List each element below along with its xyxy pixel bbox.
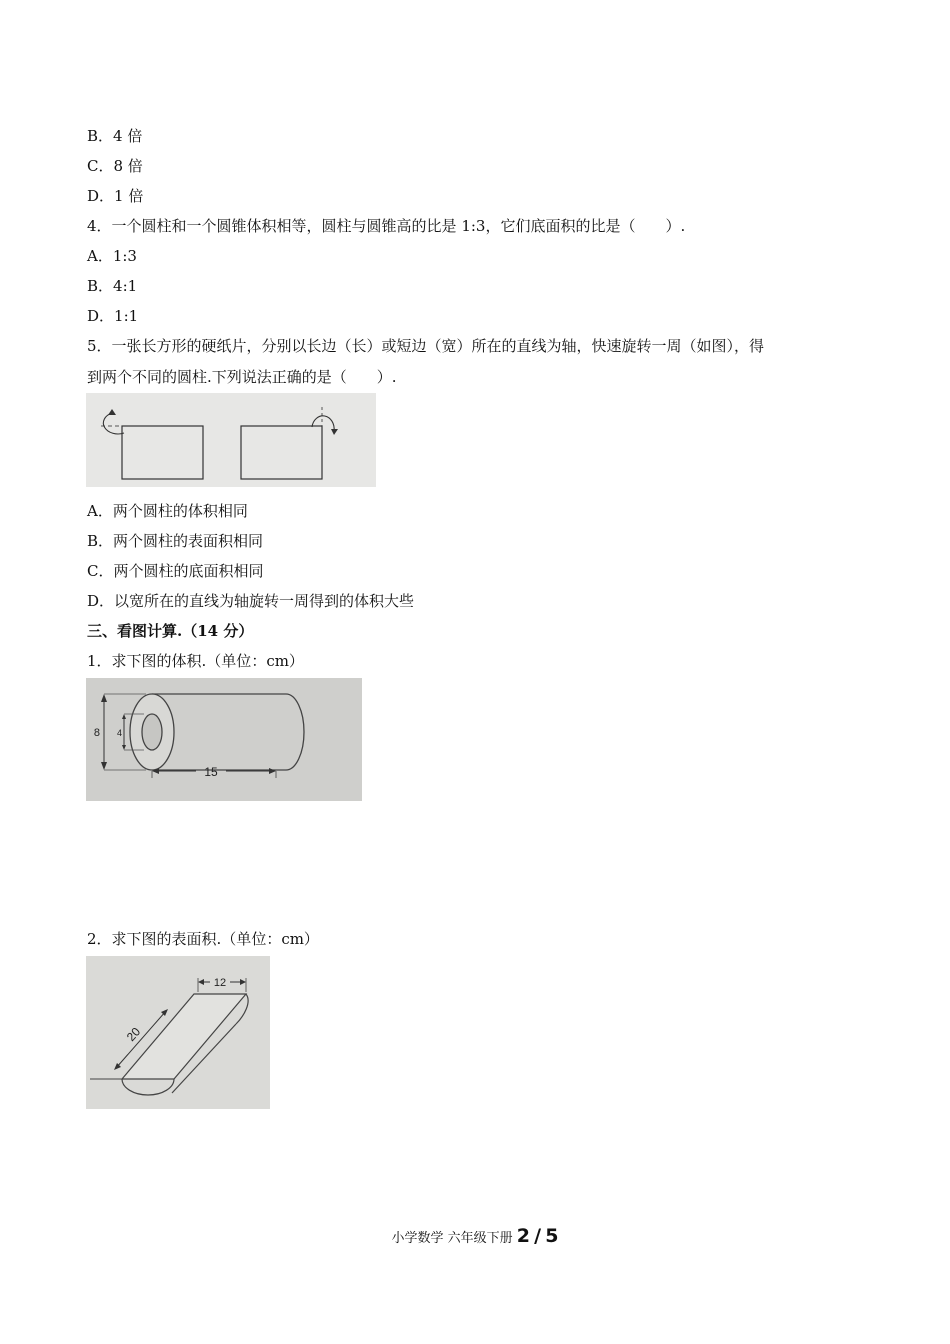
q4-option-b: B．4:1 (87, 277, 138, 295)
question-5-text-line1: 5．一张长方形的硬纸片，分别以长边（长）或短边（宽）所在的直线为轴，快速旋转一周（如图），得 (87, 337, 765, 355)
label-20: 20 (123, 1024, 144, 1045)
calc-1-text: 1．求下图的体积.（单位：cm） (87, 652, 304, 670)
q5-option-c: C．两个圆柱的底面积相同 (87, 562, 264, 580)
label-12: 12 (213, 977, 227, 989)
question-5-text-line2: 到两个不同的圆柱.下列说法正确的是（ ）. (87, 368, 397, 386)
footer-total-pages: 5 (545, 1225, 559, 1247)
label-8: 8 (93, 727, 100, 739)
label-4: 4 (116, 728, 122, 738)
option-d-1-times: D．1 倍 (87, 187, 144, 205)
figure-half-cylinder (86, 956, 270, 1109)
q5-option-b: B．两个圆柱的表面积相同 (87, 532, 264, 550)
option-b-4-times: B．4 倍 (87, 127, 143, 145)
section-3-heading: 三、看图计算.（14 分） (87, 622, 254, 640)
option-c-8-times: C．8 倍 (87, 157, 143, 175)
footer-page-number: 2 (516, 1225, 531, 1247)
question-4-text: 4．一个圆柱和一个圆锥体积相等，圆柱与圆锥高的比是 1:3，它们底面积的比是（ ）. (87, 217, 686, 235)
calc-2-text: 2．求下图的表面积.（单位：cm） (87, 930, 319, 948)
figure-hollow-cylinder (86, 678, 362, 801)
q4-option-d: D．1:1 (87, 307, 139, 325)
q4-option-a: A．1:3 (87, 247, 137, 265)
q5-option-a: A．两个圆柱的体积相同 (87, 502, 248, 520)
footer-separator: / (534, 1225, 542, 1247)
label-15: 15 (204, 765, 218, 779)
page-footer (0, 1226, 950, 1249)
footer-title: 小学数学 六年级下册 (391, 1231, 513, 1246)
q5-option-d: D．以宽所在的直线为轴旋转一周得到的体积大些 (87, 592, 415, 610)
figure-rotating-rectangles (86, 393, 376, 487)
